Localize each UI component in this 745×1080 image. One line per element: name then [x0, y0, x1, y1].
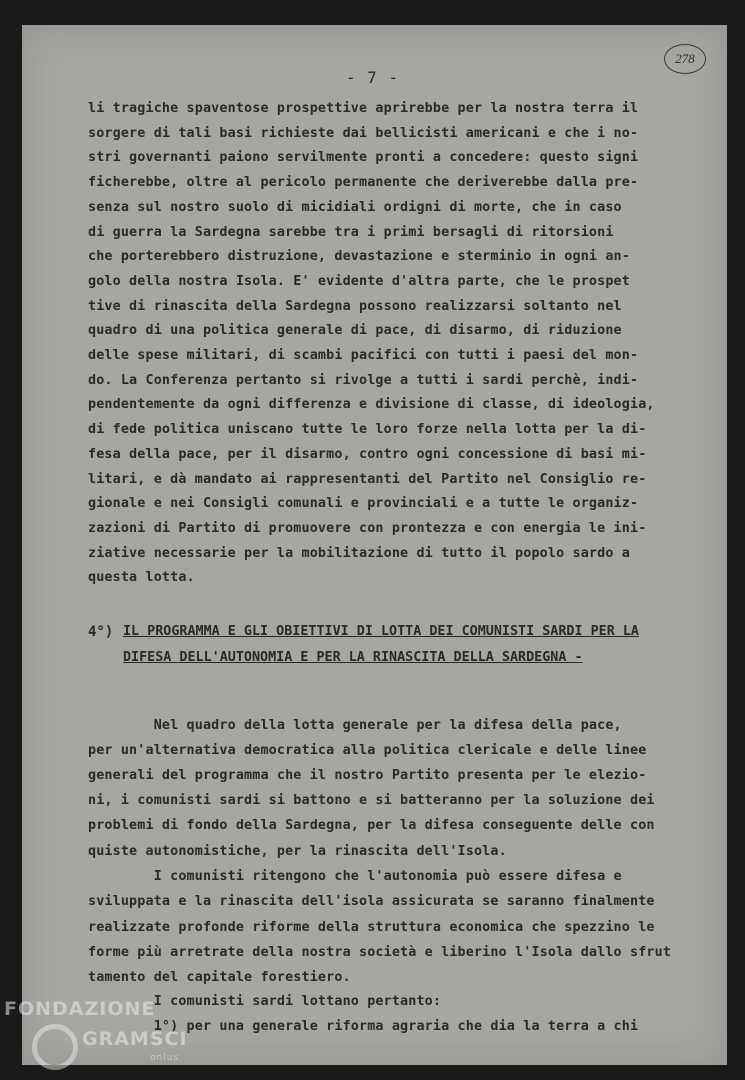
text-line: per un'alternativa democratica alla politica clericale e delle linee [88, 743, 647, 759]
text-line: realizzate profonde riforme della struttura economica che spezzino le [88, 919, 655, 935]
text-line: generali del programma che il nostro Partito presenta per le elezio- [88, 768, 647, 784]
watermark-suffix: onlus [150, 1053, 180, 1063]
text-line: ni, i comunisti sardi si battono e si batteranno per la soluzione dei [88, 793, 655, 809]
text-line: do. La Conferenza pertanto si rivolge a tutti i sardi perchè, indi- [88, 372, 639, 388]
watermark-line-1: FONDAZIONE [4, 998, 156, 1020]
text-line: zazioni di Partito di promuovere con prontezza e con energia le ini- [88, 520, 647, 536]
text-line: di guerra la Sardegna sarebbe tra i primi bersagli di ritorsioni [88, 224, 614, 240]
text-line: li tragiche spaventose prospettive aprirebbe per la nostra terra il [88, 101, 639, 116]
section-number: 4°) [88, 624, 114, 640]
text-line: gionale e nei Consigli comunali e provinciali e a tutte le organiz- [88, 496, 639, 512]
text-line: Nel quadro della lotta generale per la difesa della pace, [88, 718, 622, 733]
watermark-line-2: GRAMSCI [82, 1028, 188, 1050]
text-line: litari, e dà mandato ai rappresentanti del Partito nel Consiglio re- [88, 471, 647, 487]
text-line: sorgere di tali basi richieste dai bellicisti americani e che i no- [88, 125, 639, 141]
text-line: ficherebbe, oltre al pericolo permanente che deriverebbe dalla pre- [88, 175, 639, 191]
archive-number-stamp: 278 [664, 44, 706, 74]
text-line: pendentemente da ogni differenza e divisione di classe, di ideologia, [88, 397, 655, 413]
text-line: sviluppata e la rinascita dell'isola assicurata se saranno finalmente [88, 894, 655, 910]
text-line: ziative necessarie per la mobilitazione di tutto il popolo sardo a [88, 545, 630, 561]
text-line: problemi di fondo della Sardegna, per la difesa conseguente delle con [88, 818, 655, 834]
text-line: di fede politica uniscano tutte le loro forze nella lotta per la di- [88, 422, 647, 438]
text-line: IL PROGRAMMA E GLI OBIETTIVI DI LOTTA DEI COMUNISTI SARDI PER LA [123, 624, 639, 639]
text-line: quiste autonomistiche, per la rinascita dell'Isola. [88, 843, 507, 859]
text-line: 1°) per una generale riforma agraria che dia la terra a chi [88, 1019, 639, 1034]
text-line: fesa della pace, per il disarmo, contro ogni concessione di basi mi- [88, 446, 647, 462]
text-line: questa lotta. [88, 570, 195, 586]
text-line: I comunisti ritengono che l'autonomia può essere difesa e [88, 869, 622, 884]
watermark-g-logo-icon [32, 1024, 78, 1070]
text-line: DIFESA DELL'AUTONOMIA E PER LA RINASCITA DELLA SARDEGNA - [123, 649, 583, 665]
text-line: senza sul nostro suolo di micidiali ordigni di morte, che in caso [88, 199, 622, 215]
text-line: I comunisti sardi lottano pertanto: [88, 994, 442, 1009]
page-number: - 7 - [345, 68, 400, 87]
text-line: che porterebbero distruzione, devastazione e sterminio in ogni an- [88, 249, 630, 265]
text-line: tive di rinascita della Sardegna possono realizzarsi soltanto nel [88, 298, 622, 314]
text-line: quadro di una politica generale di pace, di disarmo, di riduzione [88, 323, 622, 339]
text-line: delle spese militari, di scambi pacifici con tutti i paesi del mon- [88, 348, 639, 363]
text-line: golo della nostra Isola. E' evidente d'altra parte, che le prospet [88, 273, 630, 289]
fondazione-gramsci-watermark [4, 998, 204, 1078]
text-line: stri governanti paiono servilmente pronti a concedere: questo signi [88, 150, 639, 166]
text-line: forme più arretrate della nostra società e liberino l'Isola dallo sfrut [88, 944, 672, 960]
text-line: tamento del capitale forestiero. [88, 970, 351, 986]
